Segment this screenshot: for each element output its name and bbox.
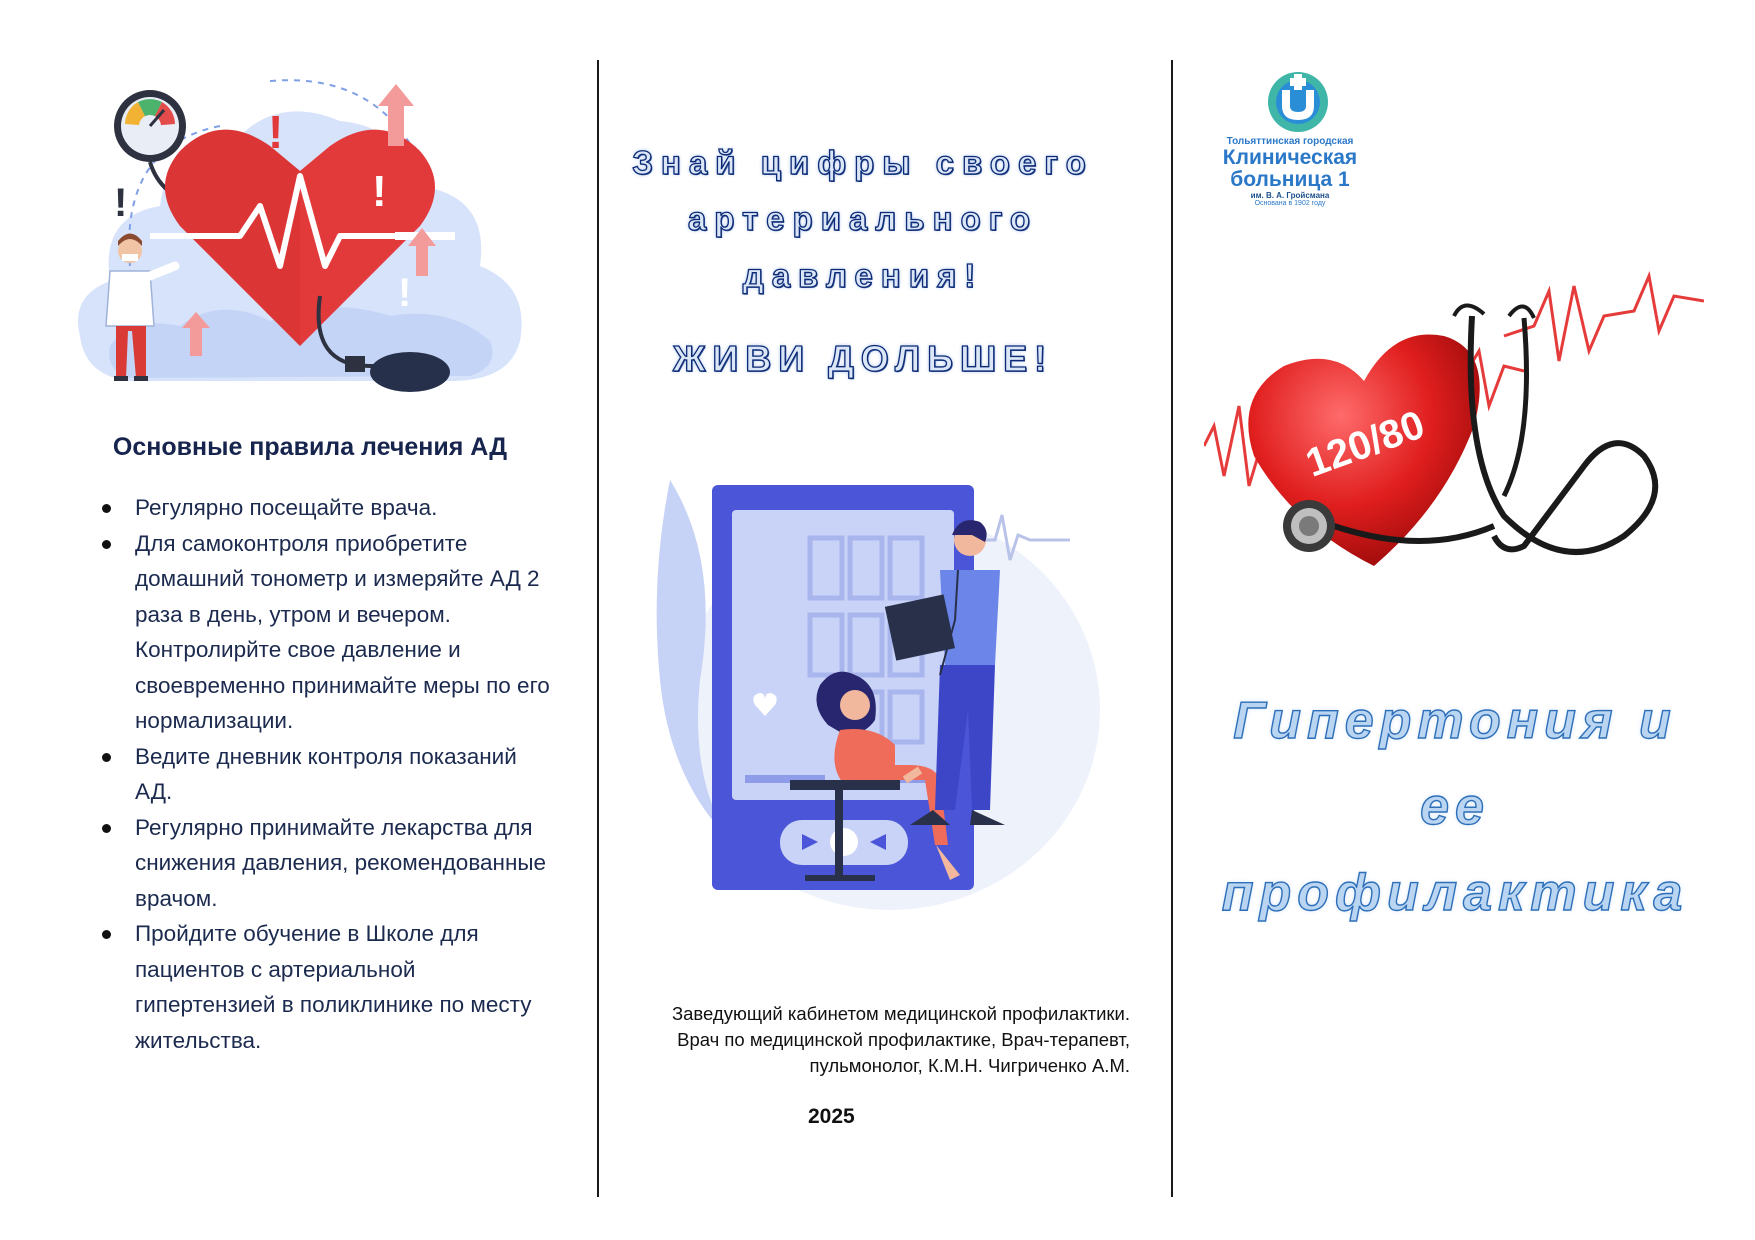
list-item: Регулярно посещайте врача. [88,490,558,526]
list-item: Для самоконтроля приобретите домашний тонометр и измеряйте АД 2 раза в день, утром и вечером. Контролирйте свое давление и своевременно принимайте меры по его нормализации. [88,526,558,739]
title-line: Гипертония и [1233,692,1677,750]
logo-line: Основана в 1902 году [1254,200,1326,207]
svg-text:!: ! [398,271,412,315]
list-item: Регулярно принимайте лекарства для снижения давления, рекомендованные врачом. [88,810,558,917]
list-item: Ведите дневник контроля показаний АД. [88,739,558,810]
svg-text:!: ! [372,167,387,216]
svg-text:!: ! [268,106,284,158]
logo-line: им. В. А. Гройсмана [1250,191,1330,200]
brochure-title [1190,678,1720,936]
column-divider-right [1171,60,1173,1197]
rules-section-title: Основные правила лечения АД [112,433,508,461]
heart-stethoscope-photo [1204,256,1704,596]
author-line: Врач по медицинской профилактике, Врач-терапевт, [677,1029,1130,1050]
logo-line: Тольяттинская городская [1226,136,1354,147]
slogan-call-to-action: ЖИВИ ДОЛЬШЕ! [672,338,1054,379]
hospital-logo-text [1190,136,1390,207]
publication-year: 2025 [808,1105,855,1128]
heart-pressure-illustration [70,66,540,406]
logo-line: больница 1 [1230,168,1350,191]
slogan-line: Знай цифры своего [632,144,1094,181]
heart-label: 120/80 [1300,402,1431,486]
author-line: пульмонолог, К.М.Н. Чигриченко А.М. [809,1055,1130,1076]
treatment-rules-list [88,490,558,1058]
hospital-logo-mark [1262,68,1334,136]
list-item: Пройдите обучение в Школе для пациентов с артериальной гипертензией в поликлинике по месту жительства. [88,916,558,1058]
author-line: Заведующий кабинетом медицинской профилактики. [671,1003,1130,1024]
title-line: ее [1420,778,1490,836]
logo-line: Клиническая [1222,146,1358,169]
blood-pressure-monitor-illustration [650,480,1130,920]
slogan-line: артериального [687,200,1039,237]
slogan-line: давления! [742,257,984,294]
svg-text:!: ! [114,181,128,225]
title-line: профилактика [1221,864,1689,922]
author-credits [600,1001,1130,1079]
